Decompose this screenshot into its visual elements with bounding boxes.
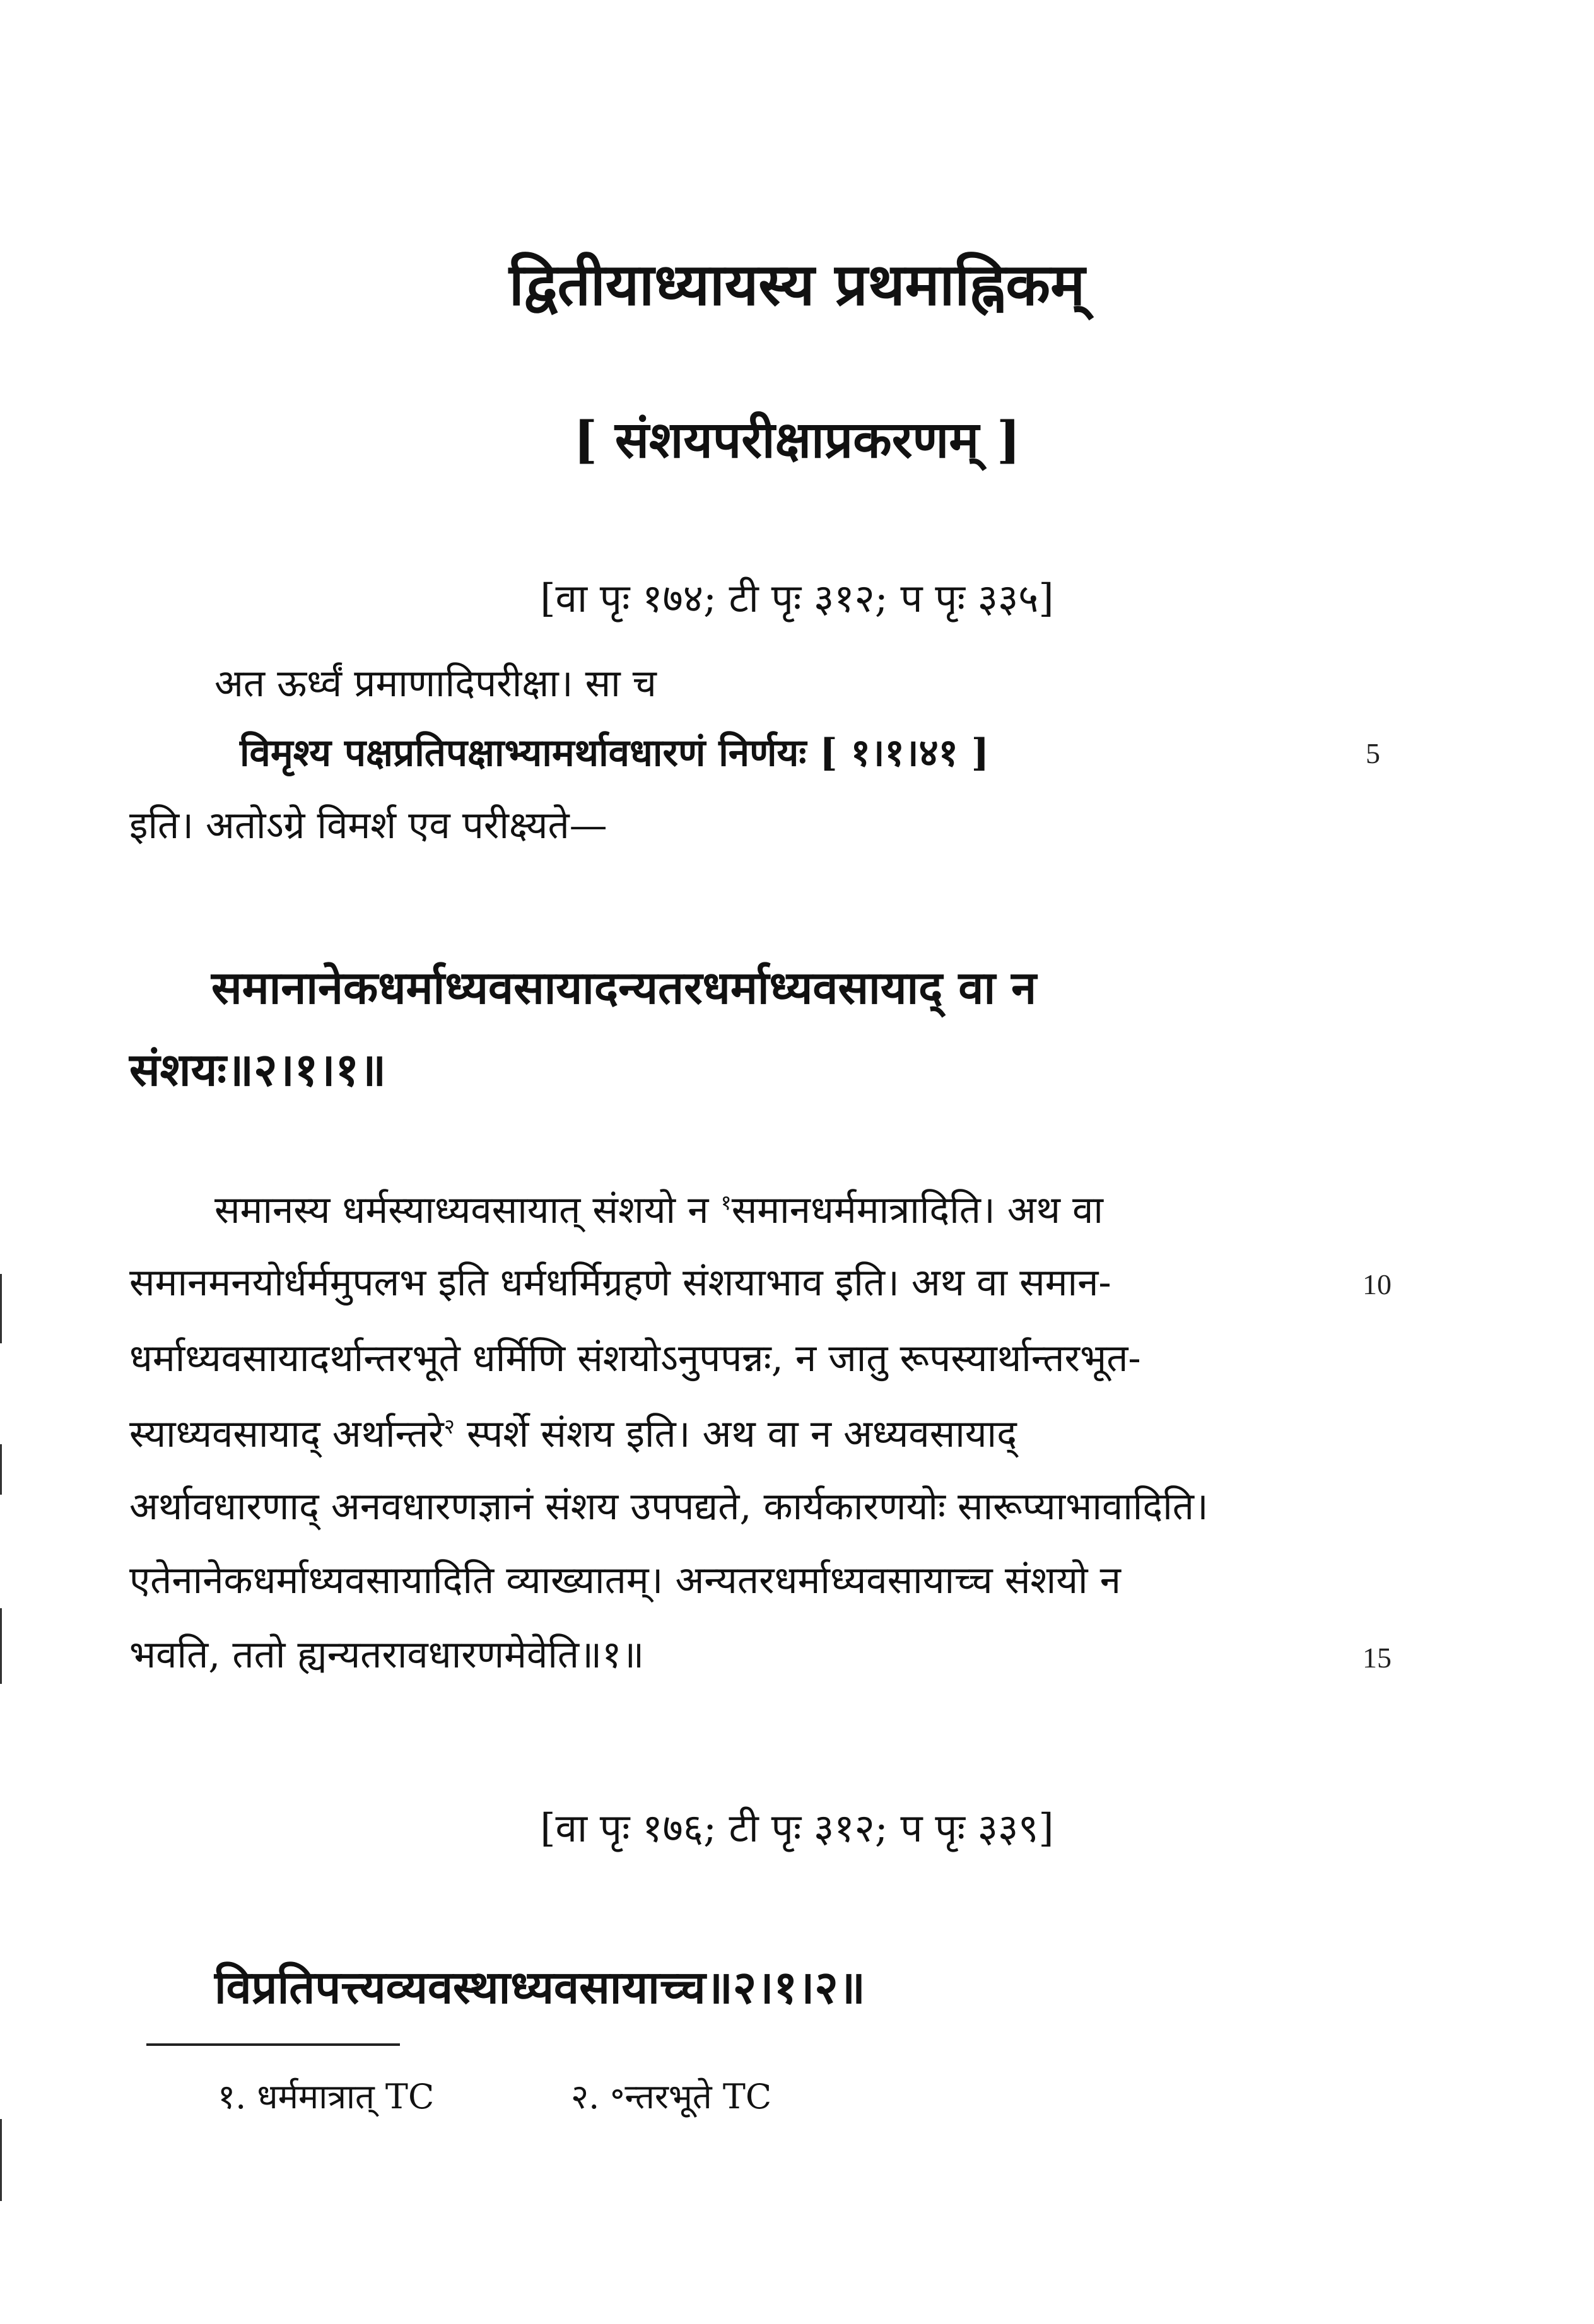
scan-edge-mark bbox=[0, 1608, 2, 1684]
footnote-rule bbox=[146, 2043, 400, 2046]
section-heading: [ संशयपरीक्षाप्रकरणम् ] bbox=[573, 410, 1021, 469]
reference-line-1: [वा पृः १७४; टी पृः ३१२; प पृः ३३५] bbox=[540, 575, 1054, 621]
scan-edge-mark bbox=[0, 1444, 2, 1495]
sutra-1-line-2: संशयः॥२।१।१॥ bbox=[129, 1042, 387, 1096]
sutra-1-line-1: समानानेकधर्माध्यवसायादन्यतरधर्माध्यवसायाद् वा न bbox=[211, 961, 1037, 1014]
footnote-2: २. ॰न्तरभूते TC bbox=[571, 2077, 772, 2117]
footnote-marker-2: २ bbox=[443, 1414, 455, 1439]
reference-line-2: [वा पृः १७६; टी पृः ३१२; प पृः ३३९] bbox=[540, 1805, 1054, 1851]
commentary-line-7: भवति, ततो ह्यन्यतरावधारणमेवेति॥१॥ bbox=[129, 1633, 645, 1677]
footnote-1: १. धर्ममात्रात् TC bbox=[218, 2077, 435, 2117]
commentary-line-2: समानमनयोर्धर्ममुपलभ इति धर्मधर्मिग्रहणे संशयाभाव इति। अथ वा समान- bbox=[129, 1261, 1111, 1305]
commentary-line-1 bbox=[214, 1182, 1103, 1234]
quoted-sutra: विमृश्य पक्षप्रतिपक्षाभ्यामर्थावधारणं निर्णयः [ १।१।४१ ] bbox=[240, 731, 990, 775]
commentary-line-5: अर्थावधारणाद् अनवधारणज्ञानं संशय उपपद्यते, कार्यकारणयोः सारूप्याभावादिति। bbox=[129, 1485, 1209, 1529]
commentary-text: समानधर्ममात्रादिति। अथ वा bbox=[731, 1188, 1103, 1232]
sutra-2: विप्रतिपत्त्यव्यवस्थाध्यवसायाच्च॥२।१।२॥ bbox=[214, 1960, 865, 2014]
chapter-title: द्वितीयाध्यायस्य प्रथमाह्निकम् bbox=[508, 250, 1086, 318]
footnote-marker-1: १ bbox=[720, 1190, 732, 1215]
commentary-line-3: धर्माध्यवसायादर्थान्तरभूते धर्मिणि संशयोऽनुपपन्नः, न जातु रूपस्यार्थान्तरभूत- bbox=[129, 1336, 1141, 1381]
commentary-line-6: एतेनानेकधर्माध्यवसायादिति व्याख्यातम्। अन्यतरधर्माध्यवसायाच्च संशयो न bbox=[129, 1558, 1121, 1603]
line-number-10: 10 bbox=[1363, 1268, 1392, 1300]
commentary-text: समानस्य धर्मस्याध्यवसायात् संशयो न bbox=[214, 1188, 721, 1232]
intro-line-continuation: इति। अतोऽग्रे विमर्श एव परीक्ष्यते— bbox=[129, 803, 607, 848]
line-number-15: 15 bbox=[1363, 1642, 1392, 1674]
scan-edge-mark bbox=[0, 2119, 2, 2201]
commentary-text: स्पर्शे संशय इति। अथ वा न अध्यवसायाद् bbox=[454, 1412, 1017, 1456]
scan-edge-mark bbox=[0, 1274, 2, 1343]
intro-line: अत ऊर्ध्वं प्रमाणादिपरीक्षा। सा च bbox=[214, 662, 657, 706]
commentary-line-4 bbox=[129, 1406, 1017, 1458]
commentary-text: स्याध्यवसायाद् अर्थान्तरे bbox=[129, 1412, 444, 1456]
line-number-5: 5 bbox=[1366, 737, 1380, 769]
